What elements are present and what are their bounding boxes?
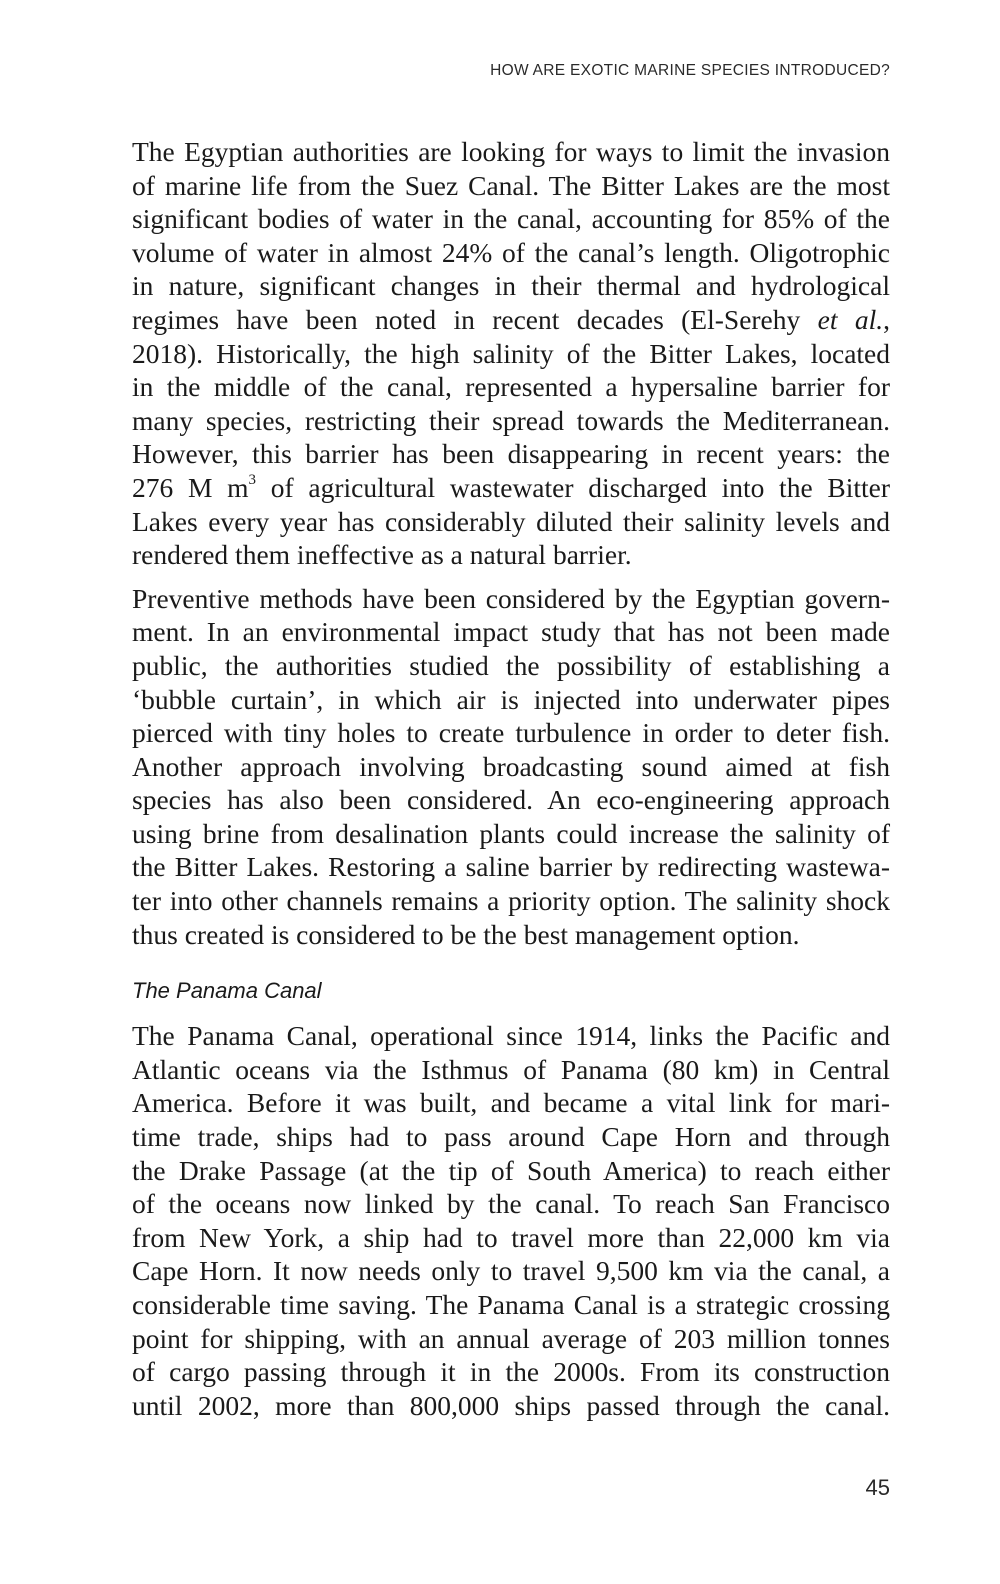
text-line: time trade, ships had to pass around Cape Horn and through — [132, 1121, 890, 1153]
text-line: until 2002, more than 800,000 ships passed through the canal. — [132, 1389, 890, 1421]
text-line: using brine from desalination plants could increase the salinity of — [132, 817, 890, 849]
page-number: 45 — [865, 1475, 890, 1500]
text-line: However, this barrier has been disappearing in recent years: the — [132, 438, 890, 470]
text-line-with-superscript — [132, 471, 890, 505]
text-line: species has also been considered. An eco-engineering approach — [132, 784, 890, 816]
text-line: public, the authorities studied the possibility of establishing a — [132, 649, 890, 681]
citation-comma: , — [883, 303, 890, 335]
text-line: of cargo passing through it in the 2000s. From its construction — [132, 1356, 890, 1388]
citation-text: regimes have been noted in recent decades (El-Serehy — [132, 303, 818, 335]
text-line: ter into other channels remains a priority option. The salinity shock — [132, 885, 890, 917]
running-header: HOW ARE EXOTIC MARINE SPECIES INTRODUCED? — [490, 62, 890, 79]
text-line: ment. In an environmental impact study that has not been made — [132, 616, 890, 648]
text-line: Atlantic oceans via the Isthmus of Panama (80 km) in Central — [132, 1053, 890, 1085]
text-line: the Bitter Lakes. Restoring a saline barrier by redirecting wastewa- — [132, 851, 890, 883]
text-line: of marine life from the Suez Canal. The Bitter Lakes are the most — [132, 169, 890, 201]
volume-value: 276 M m — [132, 471, 249, 503]
text-line: pierced with tiny holes to create turbulence in order to deter fish. — [132, 717, 890, 749]
text-line: Cape Horn. It now needs only to travel 9,500 km via the canal, a — [132, 1255, 890, 1287]
text-line: considerable time saving. The Panama Canal is a strategic crossing — [132, 1289, 890, 1320]
page-body — [132, 135, 890, 1422]
text-line: The Egyptian authorities are looking for ways to limit the invasion — [132, 136, 890, 167]
paragraph-suez-bitter-lakes — [132, 135, 890, 572]
text-line: 2018). Historically, the high salinity of the Bitter Lakes, located — [132, 337, 890, 369]
text-line: in the middle of the canal, represented a hypersaline barrier for — [132, 371, 890, 403]
text-line: ‘bubble curtain’, in which air is injected into underwater pipes — [132, 683, 890, 715]
cubic-superscript: 3 — [248, 471, 257, 488]
volume-rest: of agricultural wastewater discharged into the Bitter — [256, 471, 890, 503]
text-line: rendered them ineffective as a natural barrier. — [132, 539, 632, 571]
paragraph-preventive-methods — [132, 582, 890, 952]
text-line: from New York, a ship had to travel more than 22,000 km via — [132, 1221, 890, 1253]
text-line: the Drake Passage (at the tip of South America) to reach either — [132, 1154, 890, 1186]
citation-et-al: et al. — [817, 303, 884, 335]
text-line: thus created is considered to be the best management option. — [132, 918, 800, 950]
text-line: of the oceans now linked by the canal. To reach San Francisco — [132, 1188, 890, 1220]
text-line: Lakes every year has considerably diluted their salinity levels and — [132, 505, 890, 537]
text-line: point for shipping, with an annual average of 203 million tonnes — [132, 1322, 890, 1354]
text-line: significant bodies of water in the canal, accounting for 85% of the — [132, 203, 890, 235]
section-heading-panama-canal: The Panama Canal — [132, 978, 322, 1004]
paragraph-panama-canal — [132, 1019, 890, 1422]
text-line: America. Before it was built, and became a vital link for mari- — [132, 1087, 890, 1119]
text-line: volume of water in almost 24% of the canal’s length. Oligotrophic — [132, 236, 890, 268]
text-line: Preventive methods have been considered by the Egyptian govern- — [132, 582, 890, 614]
text-line: Another approach involving broadcasting sound aimed at fish — [132, 750, 890, 782]
text-line: The Panama Canal, operational since 1914, links the Pacific and — [132, 1020, 890, 1052]
text-line: in nature, significant changes in their thermal and hydrological — [132, 270, 890, 302]
text-line: many species, restricting their spread towards the Mediterranean. — [132, 404, 890, 436]
text-line-with-citation — [132, 303, 890, 337]
